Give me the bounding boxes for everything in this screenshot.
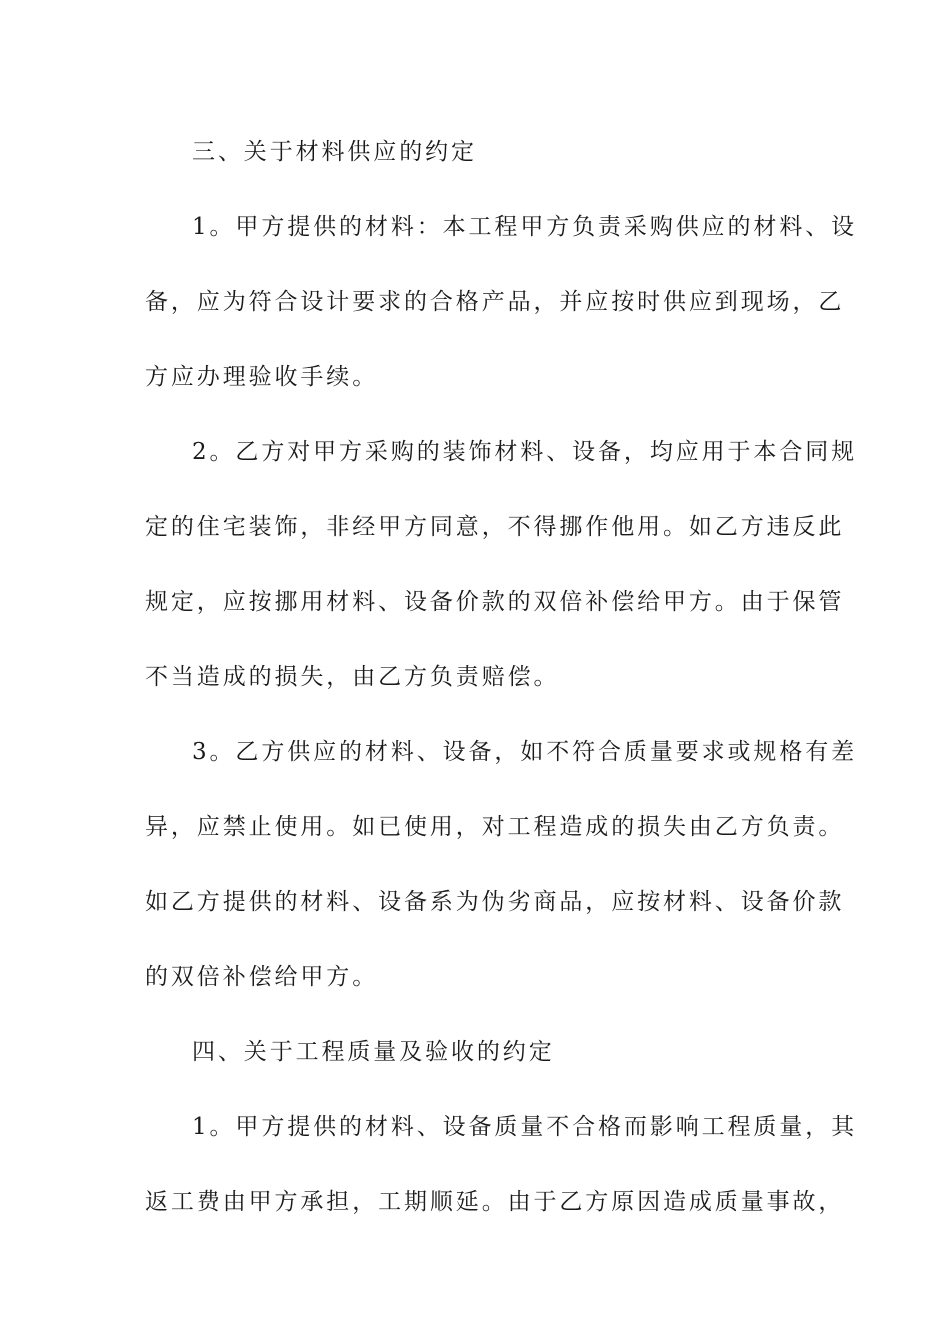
paragraph-line: 1。甲方提供的材料、设备质量不合格而影响工程质量，其 [192, 1114, 858, 1140]
section-heading-quality: 四、关于工程质量及验收的约定 [192, 1039, 555, 1065]
paragraph-line: 异，应禁止使用。如已使用，对工程造成的损失由乙方负责。 [145, 814, 845, 840]
paragraph-line: 的双倍补偿给甲方。 [145, 964, 379, 990]
paragraph-line: 备，应为符合设计要求的合格产品，并应按时供应到现场，乙 [145, 289, 845, 315]
paragraph-line: 2。乙方对甲方采购的装饰材料、设备，均应用于本合同规 [192, 439, 858, 465]
paragraph-line: 1。甲方提供的材料：本工程甲方负责采购供应的材料、设 [192, 214, 858, 240]
paragraph-line: 不当造成的损失，由乙方负责赔偿。 [145, 664, 560, 690]
paragraph-line: 规定，应按挪用材料、设备价款的双倍补偿给甲方。由于保管 [145, 589, 845, 615]
paragraph-line: 方应办理验收手续。 [145, 364, 379, 390]
paragraph-line: 定的住宅装饰，非经甲方同意，不得挪作他用。如乙方违反此 [145, 514, 845, 540]
section-heading-materials: 三、关于材料供应的约定 [192, 139, 477, 165]
paragraph-line: 3。乙方供应的材料、设备，如不符合质量要求或规格有差 [192, 739, 858, 765]
paragraph-line: 返工费由甲方承担，工期顺延。由于乙方原因造成质量事故， [145, 1189, 845, 1215]
paragraph-line: 如乙方提供的材料、设备系为伪劣商品，应按材料、设备价款 [145, 889, 845, 915]
